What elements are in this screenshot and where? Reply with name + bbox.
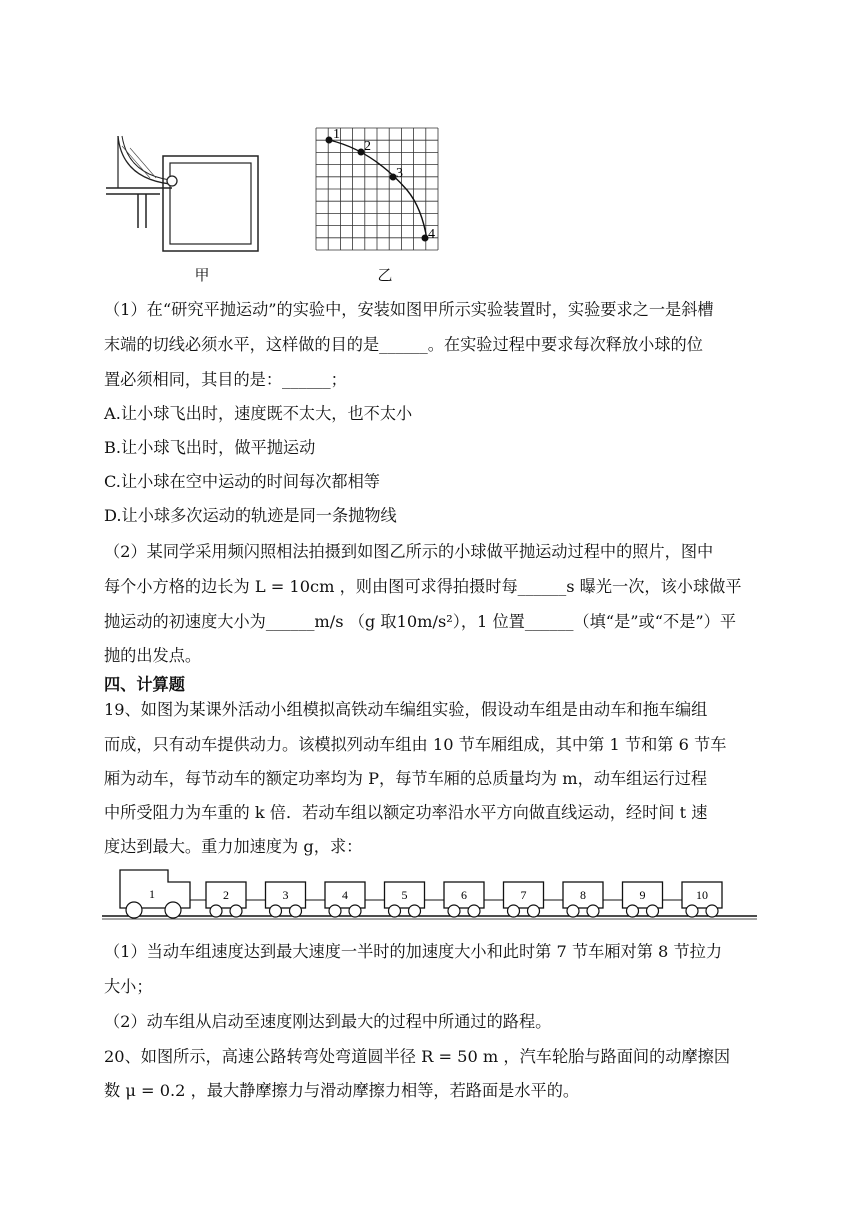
wheel <box>329 905 341 917</box>
car-number-1: 1 <box>149 887 155 901</box>
wheel <box>706 905 718 917</box>
q18-option-d: D.让小球多次运动的轨迹是同一条抛物线 <box>104 506 397 525</box>
wheel <box>567 905 579 917</box>
wheel <box>587 905 599 917</box>
q18-part2-line1: （2）某同学采用频闪照相法拍摄到如图乙所示的小球做平抛运动过程中的照片，图中 <box>104 542 714 561</box>
fig-yi-grid <box>312 124 452 264</box>
car-number-9: 9 <box>639 888 646 902</box>
wheel <box>126 902 142 918</box>
wheel <box>508 905 520 917</box>
point-label-1: 1 <box>333 127 340 142</box>
q19-sub2: （2）动车组从启动至速度刚达到最大的过程中所通过的路程。 <box>104 1012 552 1031</box>
q19-line5: 度达到最大。重力加速度为 g，求： <box>104 837 363 856</box>
section-heading: 四、计算题 <box>104 675 185 694</box>
q18-part2-line2: 每个小方格的边长为 L = 10cm ，则由图可求得拍摄时每______s 曝光一次，该小球做平 <box>104 577 742 596</box>
car-number-10: 10 <box>696 888 708 902</box>
car-number-5: 5 <box>401 888 408 902</box>
car-number-2: 2 <box>223 888 229 902</box>
q18-part1-line2: 末端的切线必须水平，这样做的目的是______。在实验过程中要求每次释放小球的位 <box>104 335 703 354</box>
car-number-7: 7 <box>520 888 527 902</box>
q18-option-c: C.让小球在空中运动的时间每次都相等 <box>104 472 380 491</box>
q18-part1-line3: 置必须相同，其目的是：______； <box>104 370 347 389</box>
fig-jia-caption: 甲 <box>194 266 210 284</box>
car-number-6: 6 <box>461 888 467 902</box>
grid-point-1 <box>326 137 333 144</box>
q19-line2: 而成，只有动车提供动力。该模拟列动车组由 10 节车厢组成，其中第 1 节和第 6 节车 <box>104 735 727 754</box>
q18-part2-line3: 抛运动的初速度大小为______m/s （g 取10m/s²），1 位置______（填“是”或“不是”）平 <box>104 612 737 631</box>
wheel <box>210 905 222 917</box>
q18-part1-line1: （1）在“研究平抛运动”的实验中，安装如图甲所示实验装置时，实验要求之一是斜槽 <box>104 300 714 319</box>
car-number-4: 4 <box>342 888 348 902</box>
q19-line3: 厢为动车，每节动车的额定功率均为 P，每节车厢的总质量均为 m，动车组运行过程 <box>104 769 708 788</box>
q19-sub1-line1: （1）当动车组速度达到最大速度一半时的加速度大小和此时第 7 节车厢对第 8 节拉力 <box>104 942 723 961</box>
train-figure <box>102 860 762 930</box>
wheel <box>290 905 302 917</box>
wheel <box>647 905 659 917</box>
q18-part2-line4: 抛的出发点。 <box>104 646 202 665</box>
q20-line1: 20、如图所示，高速公路转弯处弯道圆半径 R = 50 m ，汽车轮胎与路面间的动摩擦因 <box>104 1047 731 1066</box>
point-label-3: 3 <box>396 166 403 181</box>
wheel <box>349 905 361 917</box>
q18-option-b: B.让小球飞出时，做平抛运动 <box>104 438 316 457</box>
car-number-3: 3 <box>282 888 289 902</box>
wheel <box>448 905 460 917</box>
wheel <box>230 905 242 917</box>
wheel <box>270 905 282 917</box>
q19-line4: 中所受阻力为车重的 k 倍．若动车组以额定功率沿水平方向做直线运动，经时间 t 速 <box>104 803 708 822</box>
wheel <box>389 905 401 917</box>
wheel <box>409 905 421 917</box>
wheel <box>686 905 698 917</box>
fig-jia-apparatus <box>100 118 270 268</box>
q19-sub1-line2: 大小； <box>104 977 153 996</box>
trajectory-curve <box>329 140 427 240</box>
q19-line1: 19、如图为某课外活动小组模拟高铁动车编组实验，假设动车组是由动车和拖车编组 <box>104 700 708 719</box>
wheel <box>528 905 540 917</box>
wheel <box>627 905 639 917</box>
wheel <box>468 905 480 917</box>
point-label-4: 4 <box>428 227 435 242</box>
fig-yi-caption: 乙 <box>377 266 393 284</box>
point-label-2: 2 <box>364 139 371 154</box>
q20-line2: 数 μ = 0.2 ，最大静摩擦力与滑动摩擦力相等，若路面是水平的。 <box>104 1081 580 1100</box>
wheel <box>165 902 181 918</box>
figures-area <box>100 118 460 288</box>
q18-option-a: A.让小球飞出时，速度既不太大，也不太小 <box>104 404 413 423</box>
car-number-8: 8 <box>580 888 586 902</box>
